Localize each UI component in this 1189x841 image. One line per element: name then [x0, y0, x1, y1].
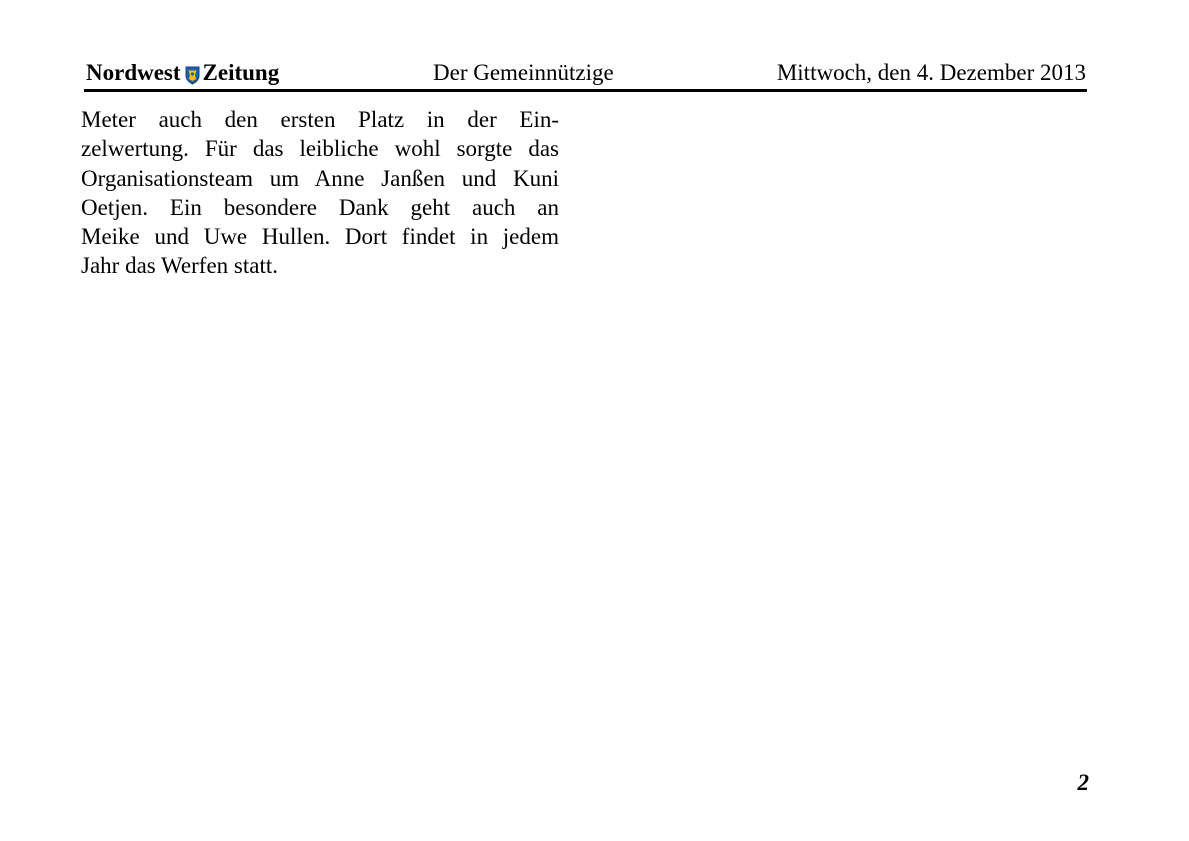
- page-header: [84, 56, 1086, 90]
- masthead-zeitung: Zeitung: [202, 60, 280, 85]
- article-line: Meike und Uwe Hullen. Dort findet in jedem: [81, 224, 559, 250]
- article-line: zelwertung. Für das leibliche wohl sorgte das: [81, 136, 559, 162]
- article-line: Meter auch den ersten Platz in der Ein-: [81, 107, 559, 132]
- article-line: Oetjen. Ein besondere Dank geht auch an: [81, 194, 559, 220]
- article-line: Jahr das Werfen statt.: [81, 253, 278, 279]
- article-column: [81, 105, 559, 281]
- page-number: 2: [1077, 770, 1089, 795]
- newspaper-masthead: [86, 60, 279, 86]
- issue-date: Mittwoch, den 4. Dezember 2013: [776, 60, 1086, 85]
- section-title: Der Gemeinnützige: [433, 60, 614, 85]
- masthead-nordwest: Nordwest: [86, 60, 181, 85]
- article-line: Organisationsteam um Anne Janßen und Kuni: [81, 165, 559, 191]
- coat-of-arms-icon: [185, 65, 200, 84]
- header-rule: [84, 89, 1087, 92]
